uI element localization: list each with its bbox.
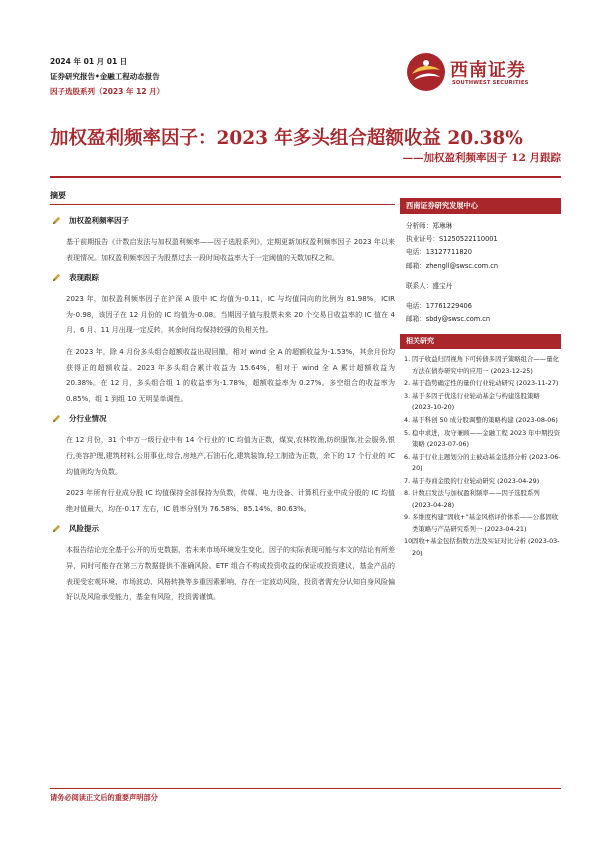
section-heading: 风险提示	[69, 524, 99, 534]
report-category: 证券研究报告•金融工程动态报告	[50, 72, 160, 81]
list-item[interactable]: 9. 多维度构建“固收+”基金风格评价体系——公募固收类策略与产品研究系列一 (2023-04-21)	[404, 513, 559, 533]
list-item[interactable]: 6. 基于行业主题划分的主被动基金选择分析 (2023-06-20)	[404, 452, 561, 473]
footer-divider	[50, 788, 561, 789]
pen-icon	[52, 524, 61, 533]
section-paragraph: 在 12 月份，31 个申万一级行业中有 14 个行业的 IC 均值为正数，煤炭,农林牧渔,纺织服饰,社会服务,银行,美容护理,建筑材料,公用事业,综合,房地产,石油石化,建筑装饰,轻工制造为正数，余下的 17 个行业的 IC 均值则均为负数。	[66, 436, 395, 476]
section-paragraph: 基于前期报告《计数启发法与加权盈利频率——因子选股系列》，定期更新加权盈利频率因子 2023 年以来表现情况。加权盈利频率因子为股票过去一段时间收益率大于一定阈值的天数加权之和。	[66, 238, 395, 262]
page-subtitle: ——加权盈利频率因子 12 月跟踪	[402, 152, 561, 164]
pen-icon	[52, 216, 61, 225]
report-date: 2024 年 01 月 01 日	[50, 57, 128, 66]
section-paragraph: 本报告结论完全基于公开的历史数据，若未来市场环境发生变化，因子的实际表现可能与本文的结论有所差异，同时可能存在第三方数据提供不准确风险。ETF 组合不构成投资收益的保证或投资建议，基金产品的表现受宏观环境、市场波动、风格转换等多重因素影响，存在一定波动风险，投资者需充分认知自身风险偏好以及风险承受能力，基金有风险，投资需谨慎。	[66, 546, 395, 602]
section-weighted-profit-frequency	[50, 215, 395, 266]
section-performance-tracking	[50, 272, 395, 407]
pen-icon	[52, 414, 61, 423]
analyst-name: 分析师：郑琳琳	[406, 222, 453, 230]
section-heading: 表现跟踪	[69, 273, 99, 283]
company-logo	[406, 52, 556, 96]
logo-mark-icon	[406, 52, 446, 92]
section-paragraph: 2023 年，加权盈利频率因子在沪深 A 股中 IC 均值为-0.11，IC 与均值同向的比例为 81.98%，ICIR 为-0.98，该因子在 12 月份的 IC 均值为-0.08。当期因子值与股票未来 20 个交易日收益率的 IC 值在 4 月、6 月、11 月出现一定反转，其余时间均保持较强的负相关性。	[66, 295, 395, 335]
logo-name-en: SOUTHWEST SECURITIES	[452, 80, 529, 86]
section-paragraph: 在 2023 年，除 4 月份多头组合超额收益出现回撤，相对 wind 全 A 的超额收益为-1.53%，其余月份均获得正的超额收益。2023 年多头组合累计收益为 15.64%，相对于 wind 全 A 累计超额收益为 20.38%。在 12 月，多头组合组 1 的收益率为-1.78%，超额收益率为 0.27%。多空组合的收益率为 0.85%，组 1 到组 10 无明显单调性。	[66, 347, 395, 403]
abstract-label: 摘要	[50, 191, 66, 200]
list-item[interactable]: 3. 基于多因子优选行业轮动基金与构建选股策略 (2023-10-20)	[404, 392, 540, 412]
abstract-divider	[50, 204, 395, 205]
contact-phone: 电话：17761229406	[406, 302, 472, 311]
sidebar	[400, 198, 561, 560]
related-research-title: 相关研究	[400, 334, 561, 349]
abstract-column	[50, 190, 395, 612]
footer-disclaimer: 请务必阅读正文后的重要声明部分	[50, 793, 158, 802]
contact-name: 联系人：盛宝丹	[406, 281, 453, 290]
list-item[interactable]: 7. 基于券商金股的行业轮动研究 (2023-04-29)	[404, 476, 540, 485]
title-divider	[50, 176, 561, 178]
analyst-license: 执业证号：S1250522110001	[406, 235, 498, 244]
section-risk	[50, 523, 395, 605]
section-heading: 加权盈利频率因子	[69, 216, 129, 225]
list-item[interactable]: 2. 基于趋势确定性的量价行业轮动研究 (2023-11-27)	[404, 379, 559, 388]
analyst-email[interactable]: 邮箱：zhengll@swsc.com.cn	[406, 261, 499, 270]
list-item[interactable]: 1. 因子收益归因视角下可转债多因子策略组合——量化方法在债券研究中的应用一 (2023-12-25)	[404, 355, 559, 375]
page-title: 加权盈利频率因子：2023 年多头组合超额收益 20.38%	[50, 128, 523, 149]
report-series: 因子选股系列（2023 年 12 月）	[50, 87, 165, 96]
pen-icon	[52, 273, 61, 282]
contact-email[interactable]: 邮箱：sbdy@swsc.com.cn	[406, 315, 491, 324]
dept-title: 西南证券研究发展中心	[400, 198, 561, 214]
list-item[interactable]: 8. 计数启发法与加权盈利频率——因子选股系列 (2023-04-28)	[404, 489, 540, 509]
analyst-phone: 电话：13127711820	[406, 248, 472, 257]
report-meta	[50, 54, 164, 99]
section-paragraph: 2023 年所有行业成分股 IC 均值保持全部保持为负数，传媒、电力设备、计算机行业中成分股的 IC 均值绝对值最大，均在-0.17 左右，IC 胜率分别为 76.58%、85.14%、80.63%。	[66, 489, 395, 513]
related-research-list	[400, 349, 561, 559]
section-heading: 分行业情况	[69, 414, 107, 424]
list-item[interactable]: 10. 固收+基金包括指数方法及实证对比分析 (2023-03-20)	[404, 537, 560, 557]
logo-name-cn: 西南证券	[450, 60, 526, 81]
section-industry	[50, 413, 395, 517]
list-item[interactable]: 4. 基于科创 50 成分股调整的策略构建 (2023-08-06)	[404, 416, 558, 425]
analyst-contact	[400, 214, 561, 326]
list-item[interactable]: 5. 稳中求进，攻守兼顾——金融工程 2023 年中期投资策略 (2023-07-06)	[404, 428, 561, 449]
